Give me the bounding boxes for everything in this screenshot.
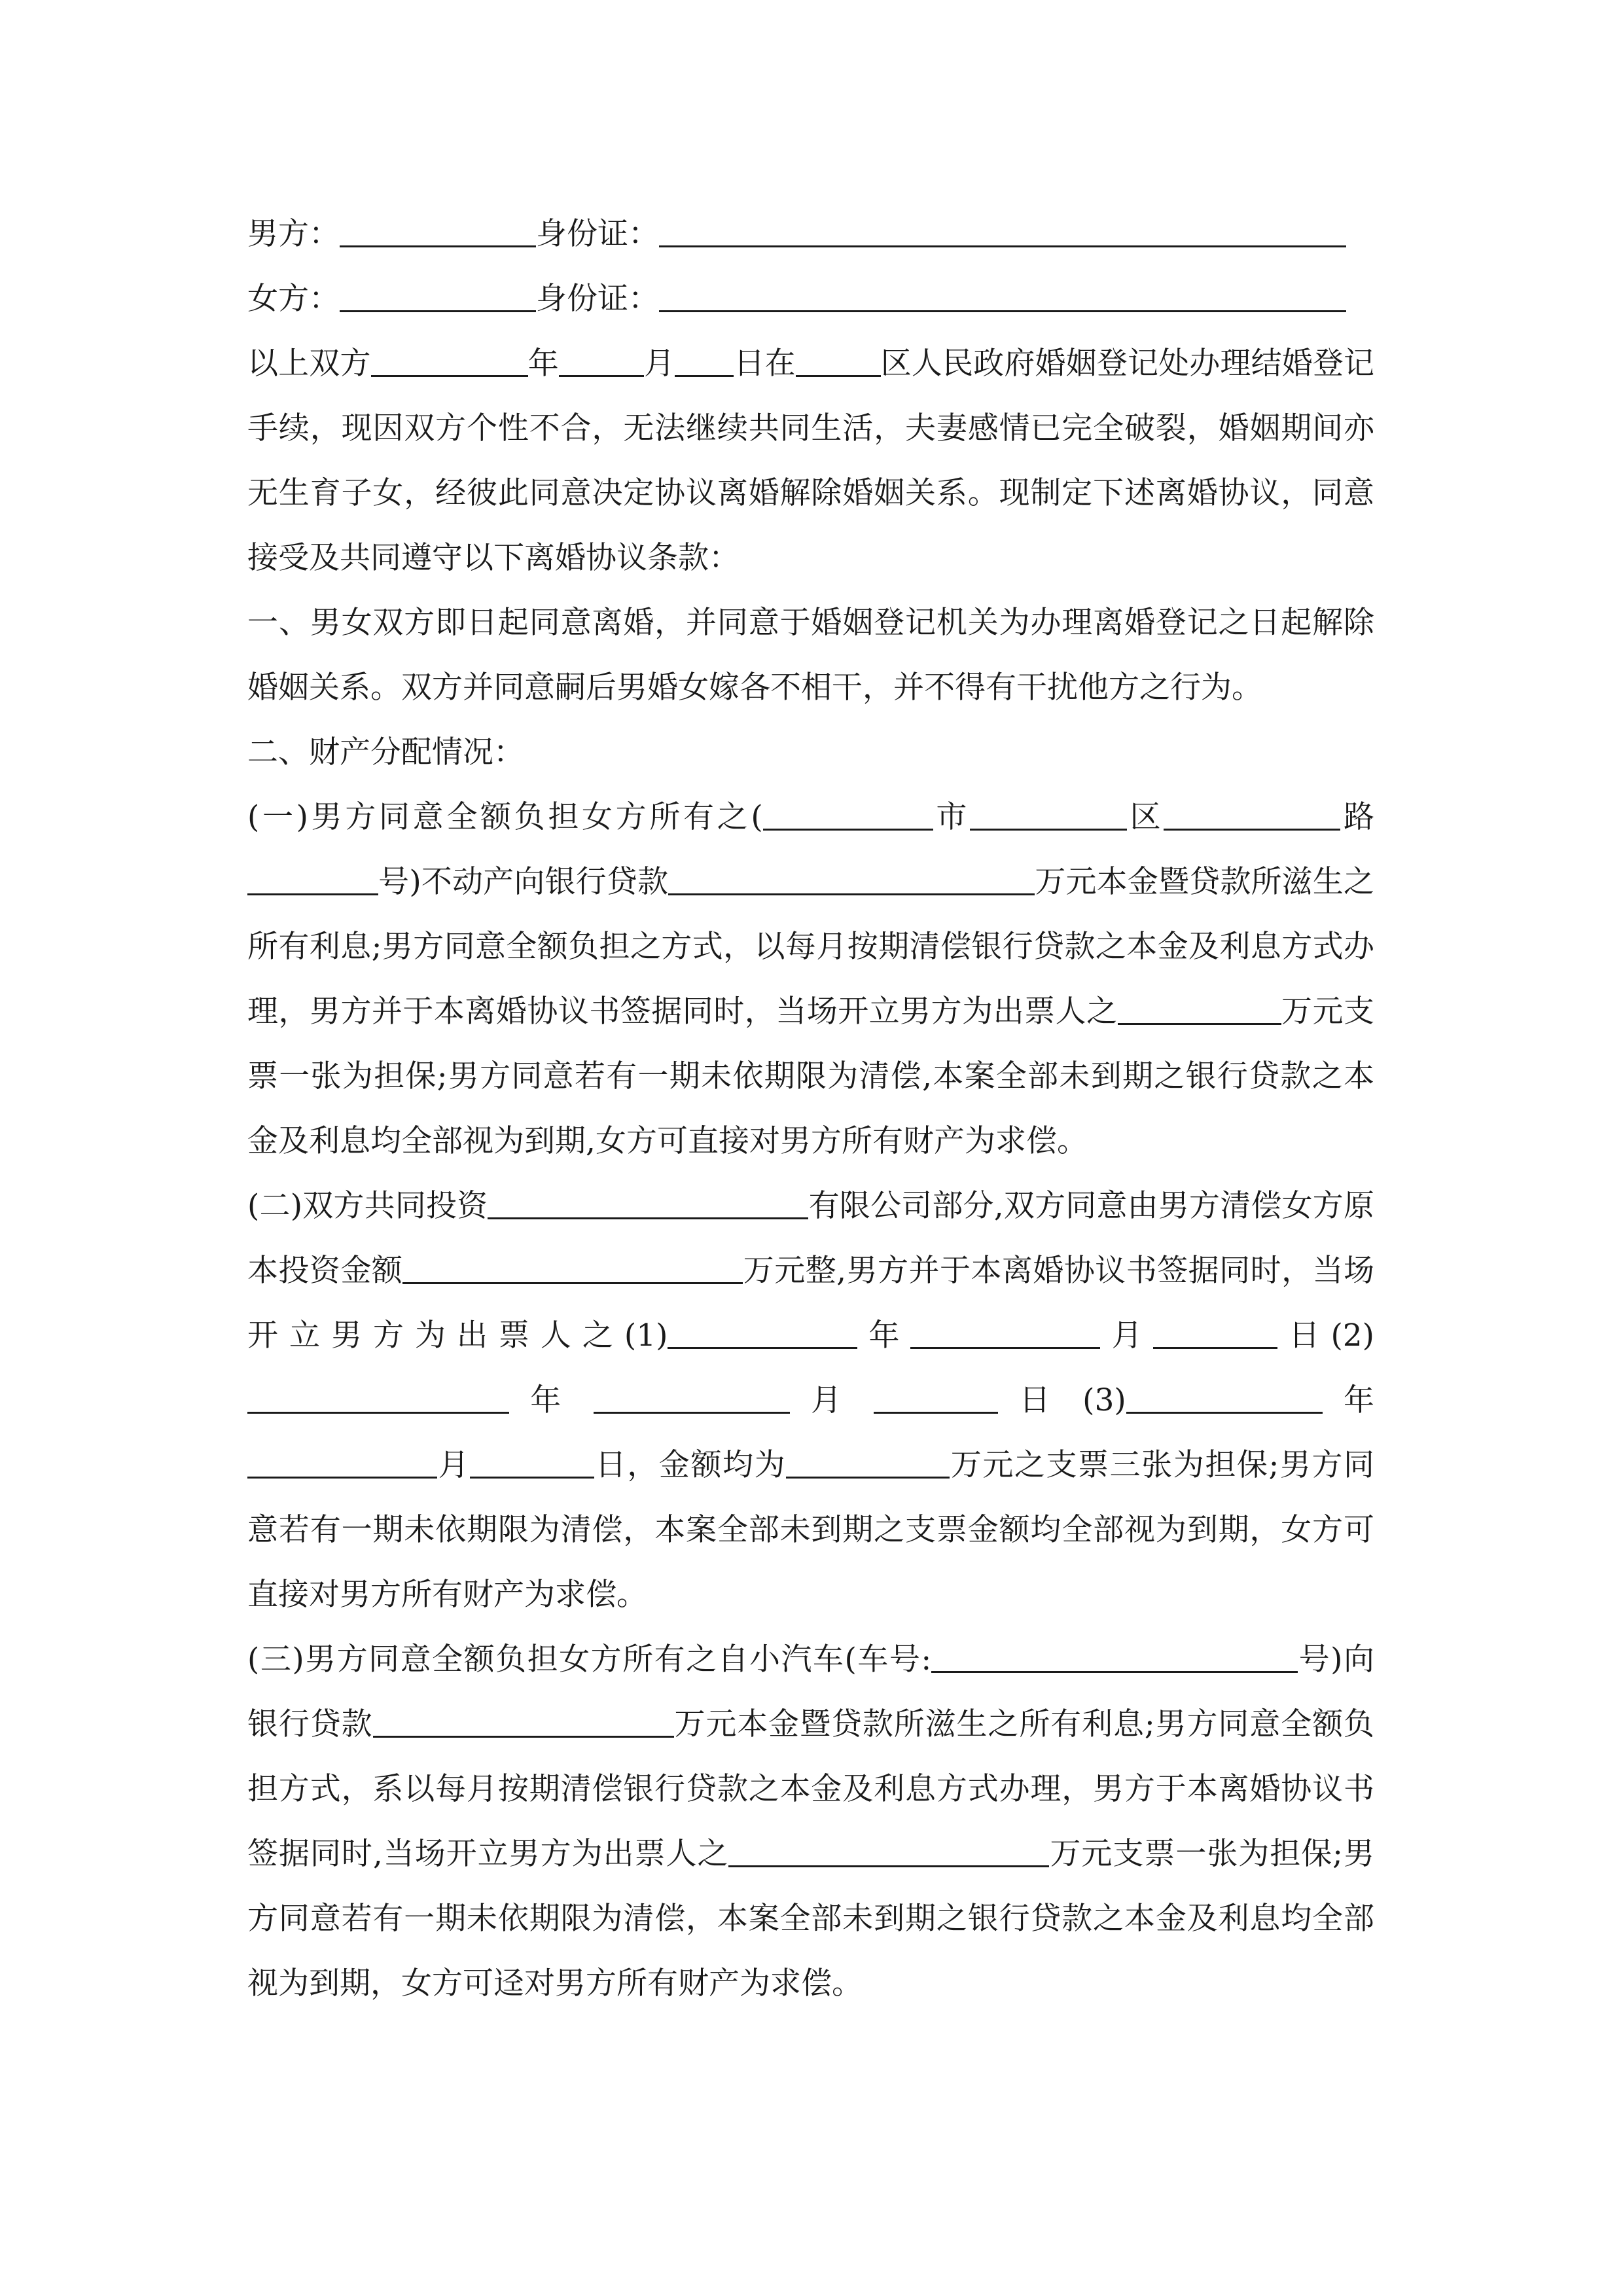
check2-day-blank[interactable] [874,1382,998,1414]
day-label: 日在 [734,346,796,382]
check3-day-blank[interactable] [470,1447,594,1479]
property-item-two [247,1174,1374,1627]
male-name-blank[interactable] [340,216,536,247]
month-label: 月 [437,1447,471,1483]
loan-amount-blank[interactable] [668,864,1035,895]
month-label: 月 [810,1382,853,1418]
year-label: 年 [857,1318,911,1354]
check-amount-blank[interactable] [1118,994,1281,1025]
item-three-text: (三)男方同意全额负担女方所有之自小汽车(车号: [247,1641,932,1677]
item-two-text: 有限公司部分,双方同意由男方清偿女方原本投资金额 [247,1188,1374,1289]
id-label: 身份证： [536,216,659,252]
item-one-text: 万元本金暨贷款所滋生之所有利息;男方同意全额负担之方式，以每月按期清偿银行贷款之本金及利息方式办理，男方并于本离婚协议书签据同时，当场开立男方为出票人之 [247,864,1374,1030]
check-amount-blank[interactable] [728,1836,1049,1867]
clause-one: 一、男女双方即日起同意离婚，并同意于婚姻登记机关为办理离婚登记之日起解除婚姻关系。双方并同意嗣后男婚女嫁各不相干，并不得有干扰他方之行为。 [247,605,1374,706]
check-amount-blank[interactable] [786,1447,950,1479]
item-two-text: 日，金额均为 [594,1447,787,1483]
check1-day-blank[interactable] [1153,1318,1277,1349]
party-blank[interactable] [371,346,528,377]
item-one-text: (一)男方同意全额负担女方所有之( [247,799,763,835]
id-label: 身份证： [536,281,659,317]
intro-text-rest: 区人民政府婚姻登记处办理结婚登记手续，现因双方个性不合，无法继续共同生活，夫妻感情已完全破裂，婚姻期间亦无生育子女，经彼此同意决定协议离婚解除婚姻关系。现制定下述离婚协议，同意接受及共同遵守以下离婚协议条款： [247,346,1375,576]
check1-month-blank[interactable] [910,1318,1100,1349]
male-id-blank[interactable] [659,216,1346,247]
city-label: 市 [933,799,971,835]
year-label: 年 [527,346,559,382]
year-label: 年 [1343,1382,1374,1418]
intro-paragraph [247,331,1374,590]
road-label: 路 [1340,799,1375,835]
investment-amount-blank[interactable] [402,1253,743,1284]
month-blank[interactable] [675,346,734,377]
year-blank[interactable] [559,346,644,377]
agreement-body [247,202,1374,2016]
property-item-one [247,785,1374,1174]
clause-two-title: 二、财产分配情况： [247,734,524,770]
check3-year-blank[interactable] [1126,1382,1323,1414]
district-blank[interactable] [796,346,881,377]
property-item-three [247,1627,1374,2016]
item-two-text: 万元整,男方并于本离婚协议书签据同时，当场开立男方为出票人之(1) [247,1253,1374,1354]
city-blank[interactable] [763,799,933,831]
number-blank[interactable] [247,864,378,895]
year-label: 年 [530,1382,573,1418]
item-three-text: 号)向银行贷款 [247,1641,1375,1742]
check2-label: (2) [1330,1318,1375,1354]
female-party-line [247,266,1374,331]
district-label: 区 [1127,799,1164,835]
item-three-text: 万元本金暨贷款所滋生之所有利息;男方同意全额负担方式，系以每月按期清偿银行贷款之本金及利息方式办理，男方于本离婚协议书签据同时,当场开立男方为出票人之 [247,1706,1375,1872]
item-three-text: 万元支票一张为担保;男方同意若有一期未依期限为清偿，本案全部未到期之银行贷款之本金及利息均全部视为到期，女方可迳对男方所有财产为求偿。 [247,1836,1374,2001]
company-blank[interactable] [488,1188,808,1219]
intro-text: 以上双方 [247,346,371,382]
check3-label: 日 (3) [1019,1382,1126,1418]
district-blank[interactable] [970,799,1127,831]
loan-amount-blank[interactable] [373,1706,674,1738]
check1-year-blank[interactable] [668,1318,857,1349]
check3-month-blank[interactable] [247,1447,437,1479]
male-label: 男方： [247,216,340,252]
female-name-blank[interactable] [340,281,536,312]
road-blank[interactable] [1164,799,1340,831]
item-one-text: 万元支票一张为担保;男方同意若有一期未依期限为清偿,本案全部未到期之银行贷款之本金及利息均全部视为到期,女方可直接对男方所有财产为求偿。 [247,994,1374,1159]
day-label: 日 [1277,1318,1331,1354]
item-one-text: 号)不动产向银行贷款 [378,864,669,900]
month-label: 月 [1100,1318,1154,1354]
female-label: 女方： [247,281,340,317]
check2-month-blank[interactable] [594,1382,790,1414]
item-two-text: (二)双方共同投资 [247,1188,488,1224]
month-label: 月 [643,346,675,382]
check2-year-blank[interactable] [247,1382,509,1414]
male-party-line [247,202,1374,266]
item-two-text: 万元之支票三张为担保;男方同意若有一期未依期限为清偿，本案全部未到期之支票金额均全部视为到期，女方可直接对男方所有财产为求偿。 [247,1447,1375,1613]
plate-number-blank[interactable] [931,1641,1298,1673]
female-id-blank[interactable] [659,281,1346,312]
